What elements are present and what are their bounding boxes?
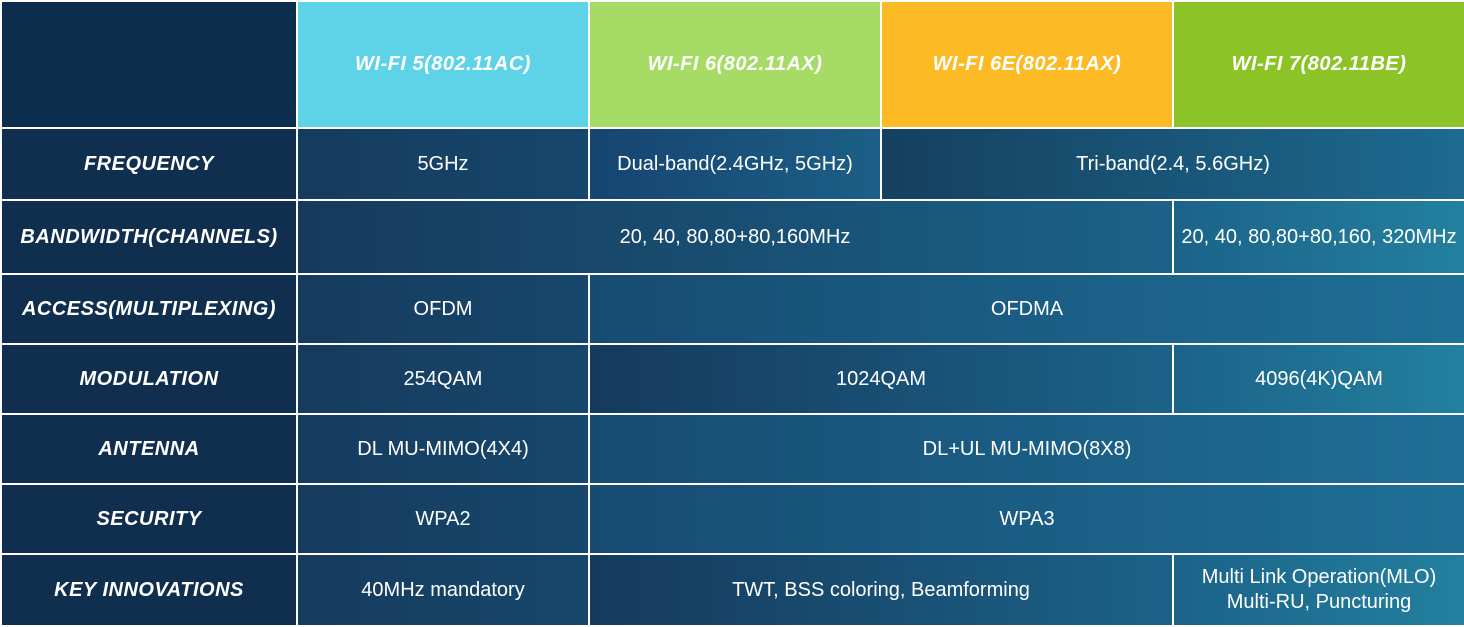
cell-bandwidth-wifi7: 20, 40, 80,80+80,160, 320MHz: [1173, 200, 1464, 274]
cell-antenna-wifi6-6e-7: DL+UL MU-MIMO(8X8): [589, 414, 1464, 484]
table-row-security: [1, 484, 1464, 554]
cell-modulation-wifi5: 254QAM: [297, 344, 589, 414]
cell-innovations-wifi7: Multi Link Operation(MLO) Multi-RU, Puncturing: [1173, 554, 1464, 626]
cell-antenna-wifi5: DL MU-MIMO(4X4): [297, 414, 589, 484]
cell-innovations-wifi6-6e: TWT, BSS coloring, Beamforming: [589, 554, 1173, 626]
cell-access-wifi5: OFDM: [297, 274, 589, 344]
cell-access-wifi6-6e-7: OFDMA: [589, 274, 1464, 344]
cell-bandwidth-wifi5-6-6e: 20, 40, 80,80+80,160MHz: [297, 200, 1173, 274]
cell-modulation-wifi6-6e: 1024QAM: [589, 344, 1173, 414]
row-label-security: SECURITY: [1, 484, 297, 554]
row-label-modulation: MODULATION: [1, 344, 297, 414]
cell-frequency-wifi6: Dual-band(2.4GHz, 5GHz): [589, 128, 881, 200]
cell-frequency-wifi6e-wifi7: Tri-band(2.4, 5.6GHz): [881, 128, 1464, 200]
table-row-antenna: [1, 414, 1464, 484]
cell-frequency-wifi5: 5GHz: [297, 128, 589, 200]
cell-innovations-wifi5: 40MHz mandatory: [297, 554, 589, 626]
row-label-antenna: ANTENNA: [1, 414, 297, 484]
table-row-frequency: [1, 128, 1464, 200]
table-row-bandwidth: [1, 200, 1464, 274]
table-row-access: [1, 274, 1464, 344]
row-label-access: ACCESS(MULTIPLEXING): [1, 274, 297, 344]
row-label-innovations: KEY INNOVATIONS: [1, 554, 297, 626]
column-header-wifi7: WI-FI 7(802.11BE): [1173, 1, 1464, 128]
cell-security-wifi5: WPA2: [297, 484, 589, 554]
table-corner-cell: [1, 1, 297, 128]
table-header-row: [1, 1, 1464, 128]
cell-security-wifi6-6e-7: WPA3: [589, 484, 1464, 554]
table-row-modulation: [1, 344, 1464, 414]
table-row-innovations: [1, 554, 1464, 626]
row-label-frequency: FREQUENCY: [1, 128, 297, 200]
column-header-wifi6: WI-FI 6(802.11AX): [589, 1, 881, 128]
cell-modulation-wifi7: 4096(4K)QAM: [1173, 344, 1464, 414]
row-label-bandwidth: BANDWIDTH(CHANNELS): [1, 200, 297, 274]
column-header-wifi5: WI-FI 5(802.11AC): [297, 1, 589, 128]
column-header-wifi6e: WI-FI 6E(802.11AX): [881, 1, 1173, 128]
